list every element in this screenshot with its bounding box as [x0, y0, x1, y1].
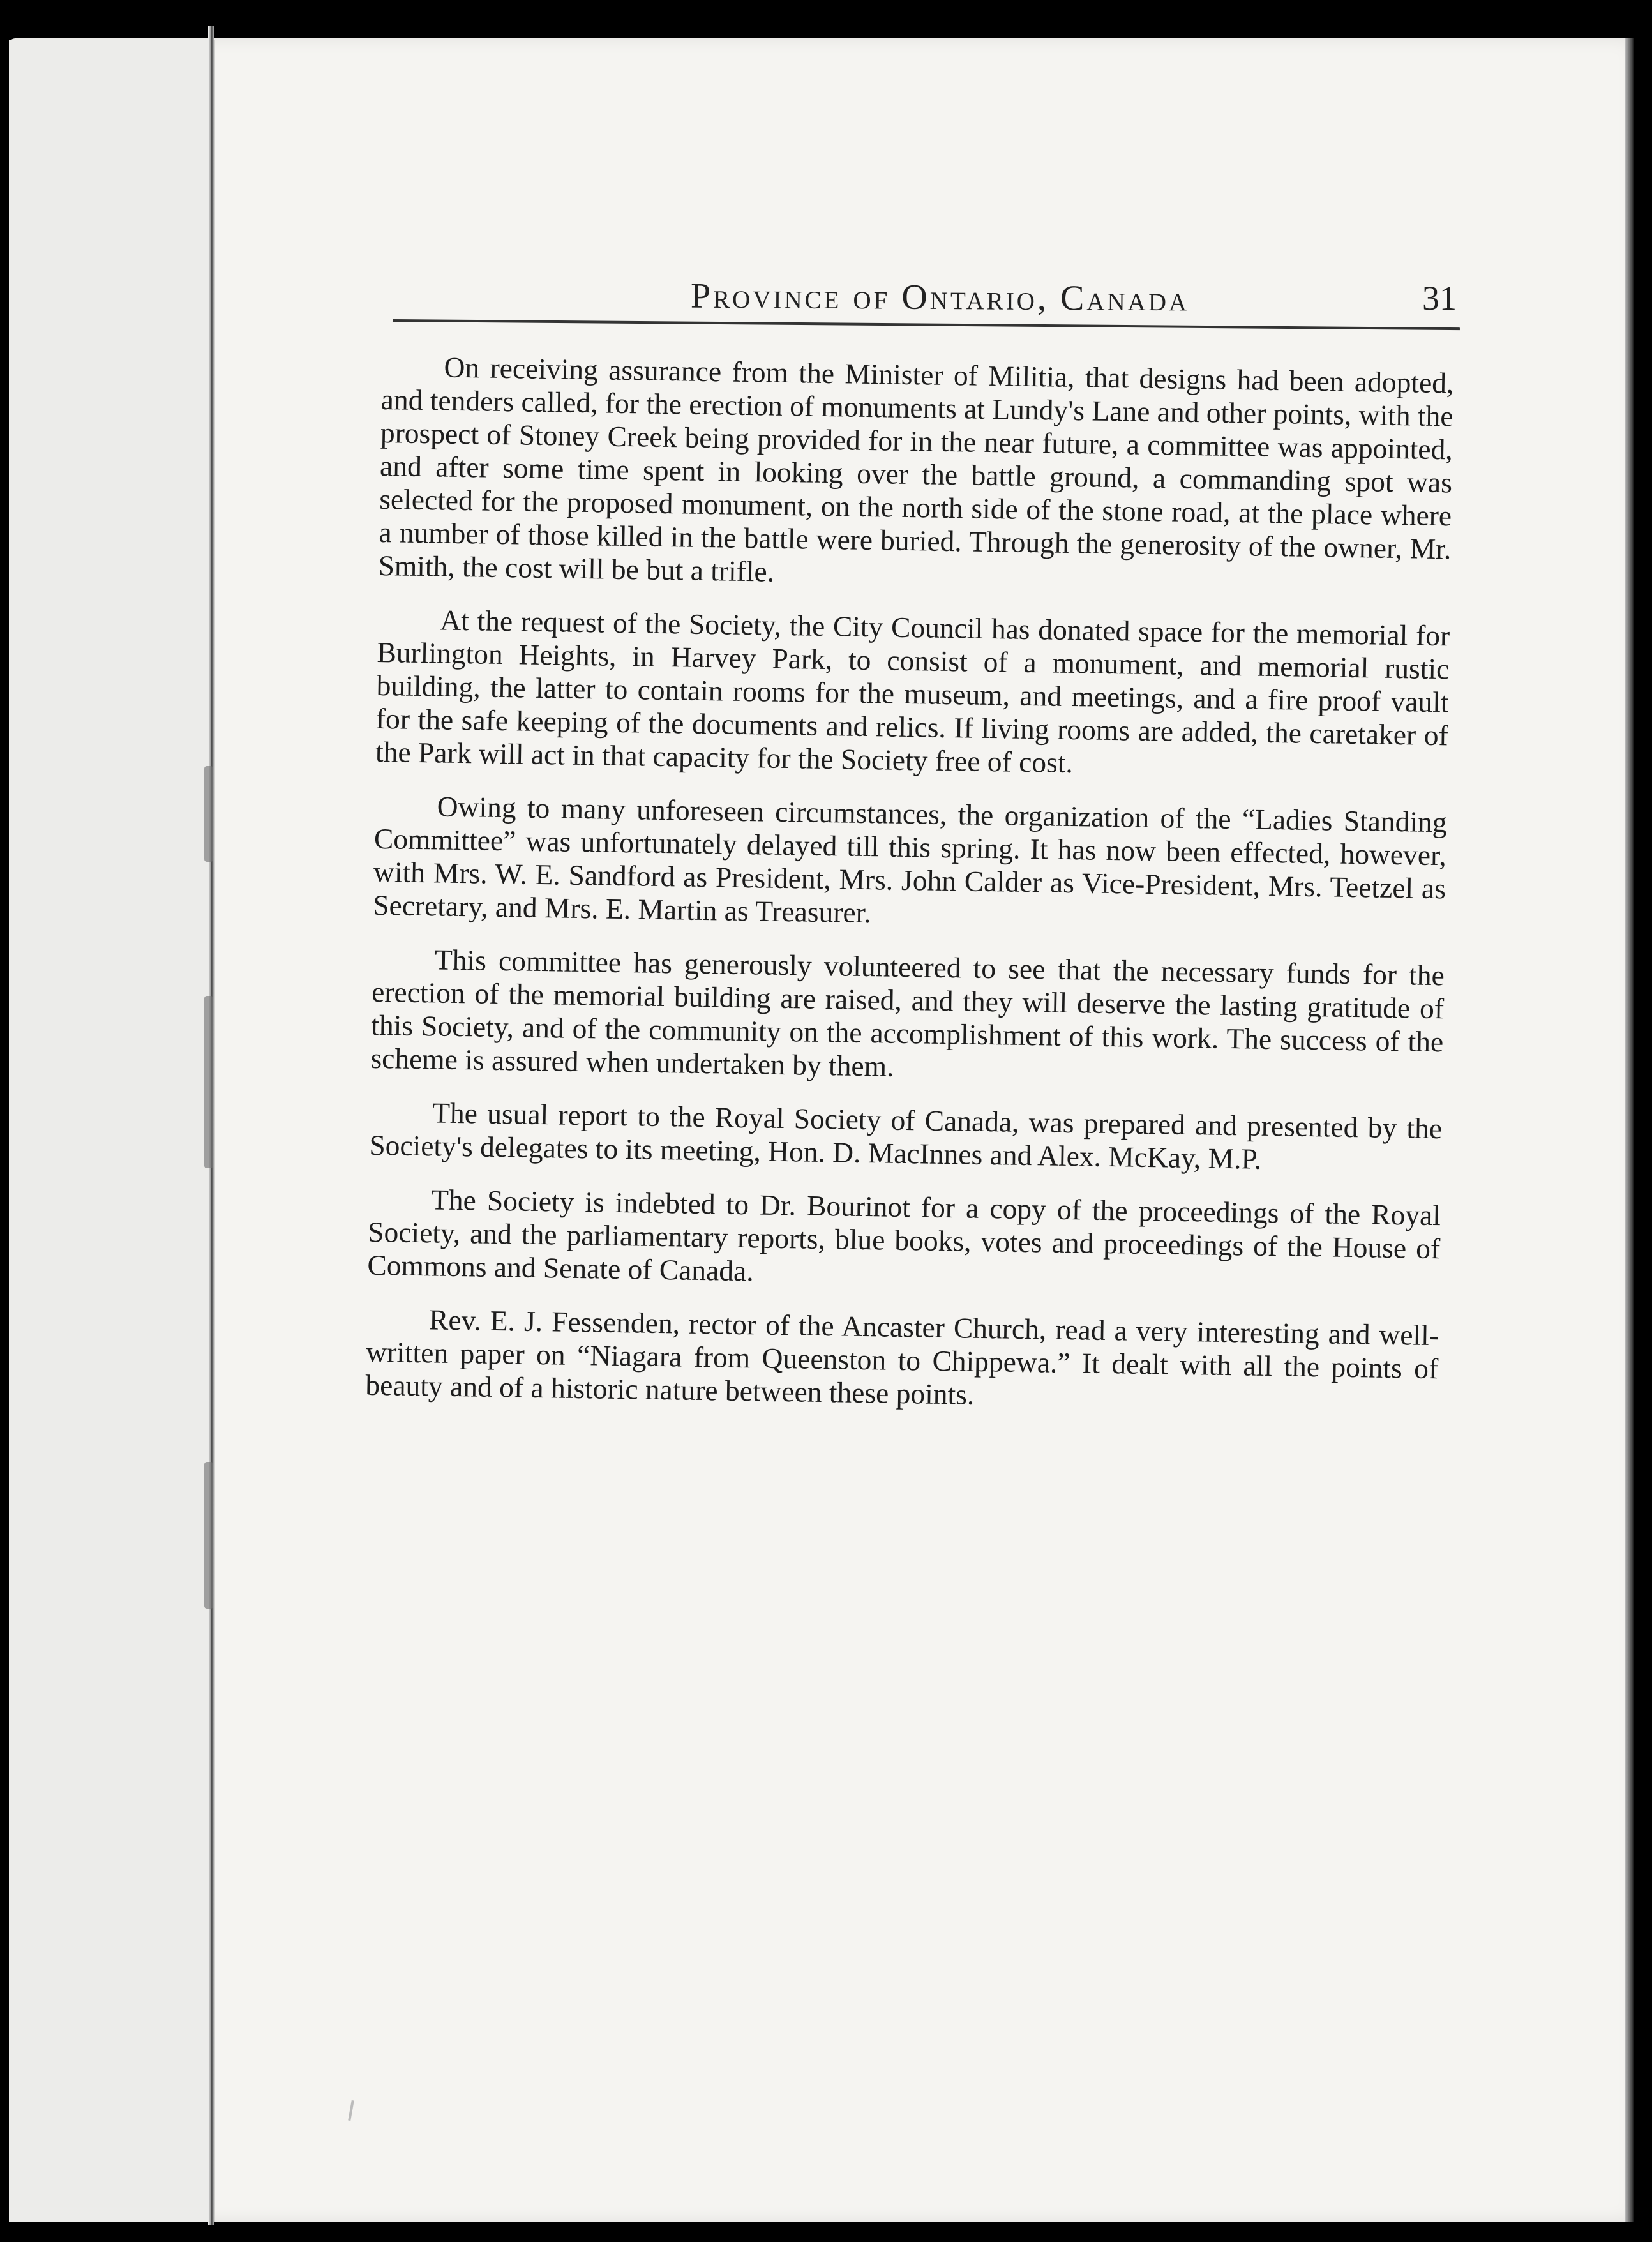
paragraph: At the request of the Society, the City Council has donated space for the memorial for Burlington Heights, in Harvey Park, to consist of a monument, and memorial rustic building, the latter to contain rooms for the museum, and meetings, and a fire proof vault for the safe keeping of the documents and relics. If living rooms are added, the caretaker of the Park will act in that capacity for the Society free of cost.: [375, 603, 1450, 779]
page-number: 31: [1422, 279, 1457, 317]
paragraph: The usual report to the Royal Society of Canada, was prepared and presented by the Society's delegates to its meeting, Hon. D. MacInnes and Alex. McKay, M.P.: [369, 1096, 1443, 1175]
page-edge-shadow: [1625, 38, 1634, 2222]
gutter-shadow: [204, 1462, 213, 1609]
gutter-shadow: [204, 996, 213, 1168]
paragraph: Owing to many unforeseen circumstances, the organization of the “Ladies Standing Committee” was unfortunately delayed till this spring. It has now been effected, however, with Mrs. W. E. Sandford as President, Mrs. John Calder as Vice-President, Mrs. Teetzel as Secretary, and Mrs. E. Martin as Treasurer.: [372, 790, 1447, 929]
paragraph: The Society is indebted to Dr. Bourinot for a copy of the proceedings of the Royal Society, and the parliamentary reports, blue books, votes and proceedings of the House of Commons and Senate of Canada.: [367, 1183, 1441, 1288]
paragraph: On receiving assurance from the Minister of Militia, that designs had been adopted, and tenders called, for the erection of monuments at Lundy's Lane and other points, with the prospect of Stoney Creek being provided for in the near future, a committee was appointed, and after some time spent in looking over the battle ground, a commanding spot was selected for the proposed monument, on the north side of the stone road, at the place where a number of those killed in the battle were buried. Through the generosity of the owner, Mr. Smith, the cost will be but a trifle.: [378, 350, 1454, 588]
paragraph: This committee has generously volunteered to see that the necessary funds for the erection of the memorial building are raised, and they will deserve the lasting gratitude of this Society, and of the community on the accomplishment of this work. The success of the scheme is assured when undertaken by them.: [370, 943, 1445, 1083]
running-header: [383, 260, 1481, 318]
gutter-shadow: [204, 766, 213, 862]
running-title: Province of Ontario, Canada: [690, 276, 1190, 319]
left-facing-page: [9, 40, 215, 2222]
body-text: [360, 350, 1454, 1739]
paragraph: Rev. E. J. Fessenden, rector of the Ancaster Church, read a very interesting and well-written paper on “Niagara from Queenston to Chippewa.” It dealt with all the points of beauty and of a historic nature between these points.: [365, 1303, 1439, 1411]
